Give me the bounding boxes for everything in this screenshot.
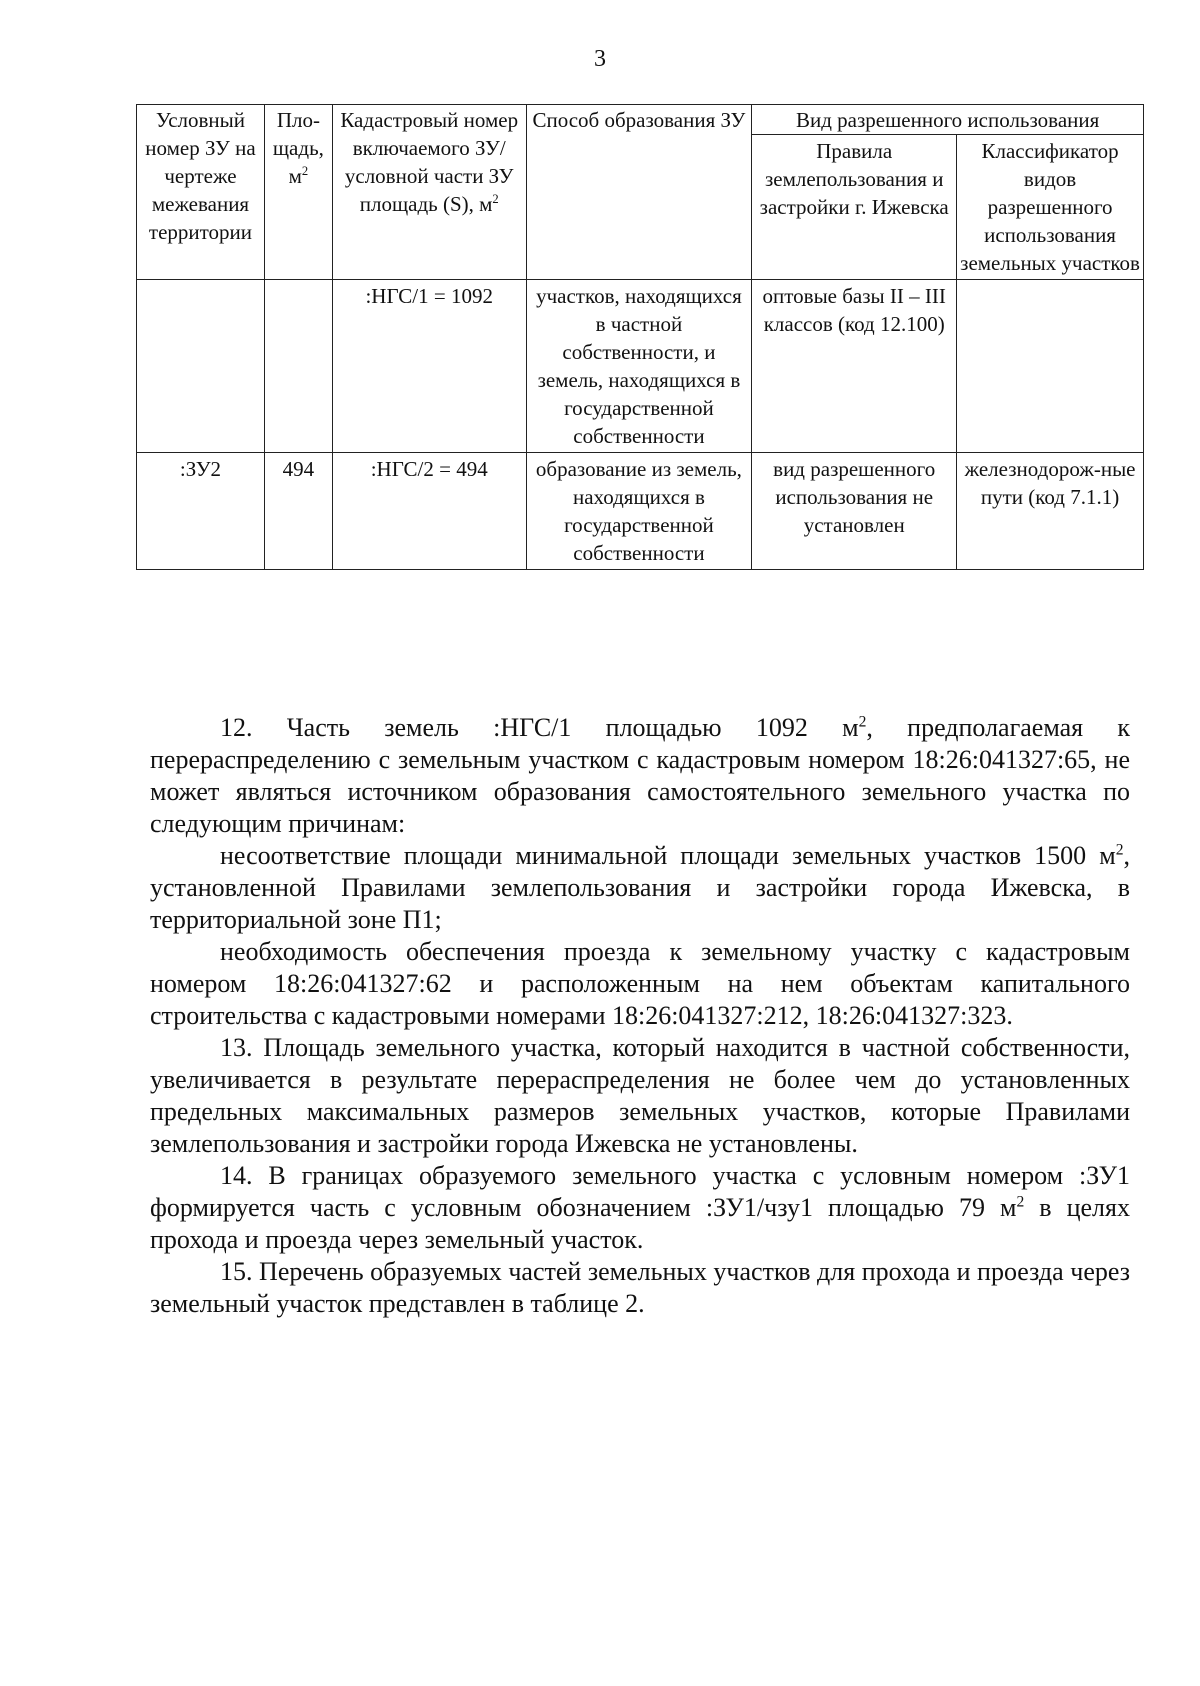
header-permitted-use-group: Вид разрешенного использования	[752, 105, 1144, 135]
cell-plot-number: :ЗУ2	[137, 453, 265, 570]
table-row	[137, 280, 1144, 453]
cell-area	[264, 280, 332, 453]
land-plots-table	[136, 104, 1144, 570]
table-row	[137, 453, 1144, 570]
body-text	[150, 712, 1130, 1320]
cell-classifier: железнодорож-ные пути (код 7.1.1)	[957, 453, 1144, 570]
cell-method: образование из земель, находящихся в государственной собственности	[526, 453, 752, 570]
table-header-row	[137, 105, 1144, 135]
cell-cadastral: :НГС/1 = 1092	[332, 280, 526, 453]
header-formation-method: Способ образования ЗУ	[526, 105, 752, 280]
paragraph-12: 12. Часть земель :НГС/1 площадью 1092 $м^2$, предполагаемая к перераспределению с земельным участком с кадастровым номером 18:26:041327:65, не может являться источником образования самостоятельного земельного участка по следующим причинам:	[150, 713, 1130, 838]
header-area: Пло-щадь, $м^2$	[264, 105, 332, 280]
paragraph-12-reason-1: несоответствие площади минимальной площади земельных участков 1500 $м^2$, установленной Правилами землепользования и застройки города Ижевска, в территориальной зоне П1;	[150, 841, 1130, 934]
paragraph-12-reason-2: необходимость обеспечения проезда к земельному участку с кадастровым номером 18:26:041327:62 и расположенным на нем объектам капитального строительства с кадастровыми номерами 18:26:041327:212, 18:26:041327:323.	[150, 937, 1130, 1030]
cell-classifier	[957, 280, 1144, 453]
cell-area: 494	[264, 453, 332, 570]
page-number: 3	[594, 46, 606, 72]
header-cadastral-number: Кадастровый номер включаемого ЗУ/условной части ЗУ площадь (S), $м^2$	[332, 105, 526, 280]
header-city-rules: Правила землепользования и застройки г. Ижевска	[752, 135, 957, 280]
cell-city-rules: оптовые базы II – III классов (код 12.100)	[752, 280, 957, 453]
cell-cadastral: :НГС/2 = 494	[332, 453, 526, 570]
cell-city-rules: вид разрешенного использования не установлен	[752, 453, 957, 570]
header-use-classifier: Классификатор видов разрешенного использования земельных участков	[957, 135, 1144, 280]
header-plot-number: Условный номер ЗУ на чертеже межевания территории	[137, 105, 265, 280]
paragraph-15: 15. Перечень образуемых частей земельных участков для прохода и проезда через земельный участок представлен в таблице 2.	[150, 1257, 1130, 1318]
cell-plot-number	[137, 280, 265, 453]
paragraph-13: 13. Площадь земельного участка, который находится в частной собственности, увеличивается в результате перераспределения не более чем до установленных предельных максимальных размеров земельных участков, которые Правилами землепользования и застройки города Ижевска не установлены.	[150, 1033, 1130, 1158]
paragraph-14: 14. В границах образуемого земельного участка с условным номером :ЗУ1 формируется часть с условным обозначением :ЗУ1/чзу1 площадью 79 $м^2$ в целях прохода и проезда через земельный участок.	[150, 1161, 1130, 1254]
cell-method: участков, находящихся в частной собственности, и земель, находящихся в государственной собственности	[526, 280, 752, 453]
